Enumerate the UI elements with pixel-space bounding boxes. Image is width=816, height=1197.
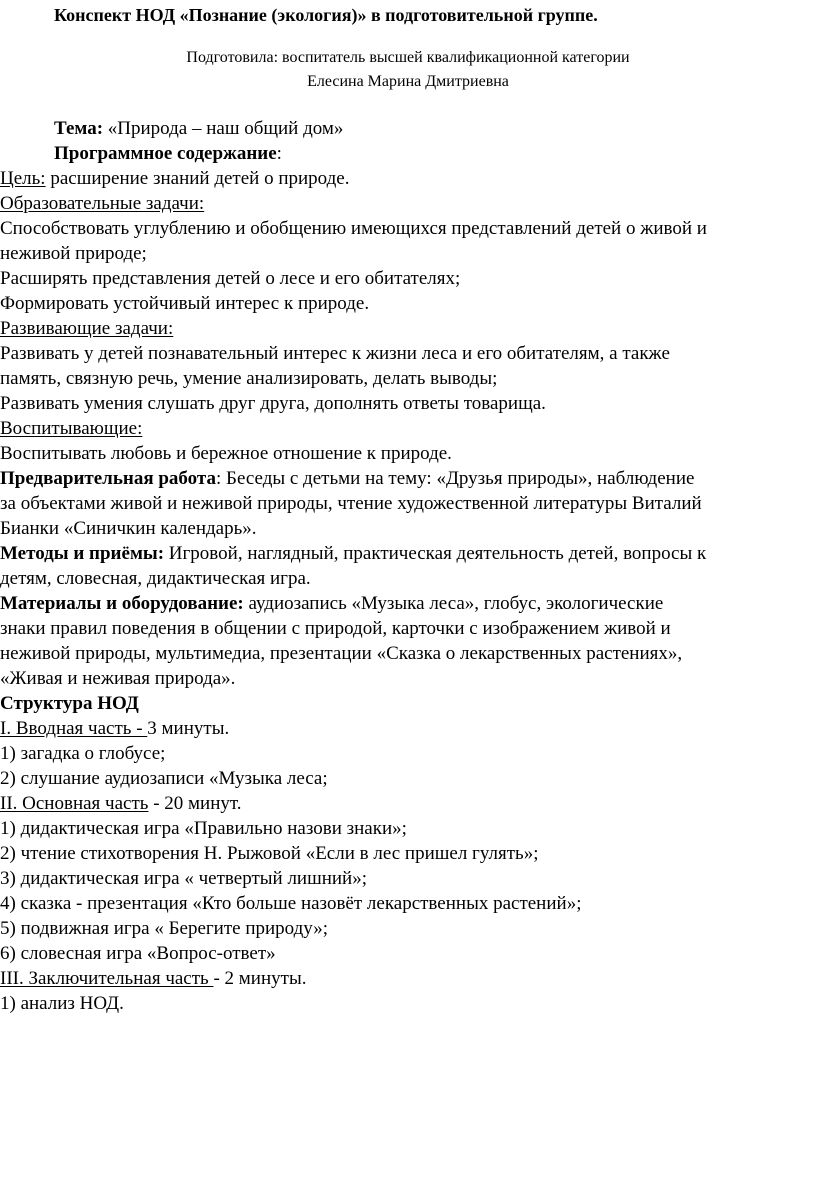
- materials-line: «Живая и неживая природа».: [0, 668, 236, 689]
- edu-task-line: неживой природе;: [0, 243, 147, 264]
- list-item: 4) сказка - презентация «Кто больше назовёт лекарственных растений»;: [0, 893, 582, 914]
- list-item: 2) слушание аудиозаписи «Музыка леса;: [0, 768, 328, 789]
- methods-label: Методы и приёмы:: [0, 543, 165, 564]
- final-part-duration: - 2 минуты.: [213, 968, 307, 989]
- program-heading: [54, 142, 282, 166]
- list-item: 1) дидактическая игра «Правильно назови знаки»;: [0, 818, 407, 839]
- theme-text: «Природа – наш общий дом»: [103, 118, 344, 139]
- intro-part-label: I. Вводная часть -: [0, 718, 148, 739]
- methods-line: [0, 542, 706, 566]
- main-part-duration: - 20 минут.: [148, 793, 242, 814]
- upbringing-heading: Воспитывающие:: [0, 418, 143, 439]
- list-item: 3) дидактическая игра « четвертый лишний»;: [0, 868, 368, 889]
- intro-part-duration: 3 минуты.: [147, 718, 230, 739]
- dev-task-line: Развивать у детей познавательный интерес к жизни леса и его обитателям, а также: [0, 343, 670, 364]
- final-part-label: III. Заключительная часть: [0, 968, 214, 989]
- dev-tasks-heading: Развивающие задачи:: [0, 318, 174, 339]
- theme-line: [54, 117, 343, 141]
- edu-task-line: Способствовать углублению и обобщению имеющихся представлений детей о живой и: [0, 218, 707, 239]
- theme-label: Тема:: [54, 118, 104, 139]
- program-colon: :: [276, 143, 282, 164]
- structure-heading-text: Структура НОД: [0, 693, 139, 714]
- document-title: Конспект НОД «Познание (экология)» в подготовительной группе.: [54, 5, 598, 25]
- upbringing-line: Воспитывать любовь и бережное отношение к природе.: [0, 443, 452, 464]
- edu-task-line: Формировать устойчивый интерес к природе.: [0, 293, 370, 314]
- list-item: 6) словесная игра «Вопрос-ответ»: [0, 943, 276, 964]
- prelim-work-text: : Беседы с детьми на тему: «Друзья природы», наблюдение: [216, 468, 695, 489]
- final-part-line: [0, 967, 306, 991]
- edu-tasks-heading: Образовательные задачи:: [0, 193, 205, 214]
- prelim-work-line: Бианки «Синичкин календарь».: [0, 518, 257, 539]
- goal-label: Цель:: [0, 168, 46, 189]
- program-label: Программное содержание: [54, 143, 277, 164]
- dev-task-line: Развивать умения слушать друг друга, дополнять ответы товарища.: [0, 393, 546, 414]
- list-item: 1) анализ НОД.: [0, 993, 124, 1014]
- list-item: 2) чтение стихотворения Н. Рыжовой «Если в лес пришел гулять»;: [0, 843, 539, 864]
- goal-text: расширение знаний детей о природе.: [45, 168, 350, 189]
- author-name: Елесина Марина Дмитриевна: [307, 73, 509, 90]
- author-position: Подготовила: воспитатель высшей квалификационной категории: [186, 49, 630, 66]
- materials-label: Материалы и оборудование:: [0, 593, 244, 614]
- edu-task-line: Расширять представления детей о лесе и его обитателях;: [0, 268, 461, 289]
- list-item: 5) подвижная игра « Берегите природу»;: [0, 918, 329, 939]
- intro-part-line: [0, 717, 229, 741]
- main-part-line: [0, 792, 242, 816]
- goal-line: [0, 167, 349, 191]
- prelim-work-line: за объектами живой и неживой природы, чтение художественной литературы Виталий: [0, 493, 702, 514]
- structure-heading: [0, 692, 139, 716]
- materials-text: аудиозапись «Музыка леса», глобус, экологические: [243, 593, 664, 614]
- materials-line: неживой природы, мультимедиа, презентации «Сказка о лекарственных растениях»,: [0, 643, 683, 664]
- materials-line: знаки правил поведения в общении с природой, карточки с изображением живой и: [0, 618, 671, 639]
- methods-line: детям, словесная, дидактическая игра.: [0, 568, 311, 589]
- materials-line: [0, 592, 663, 616]
- methods-text: Игровой, наглядный, практическая деятельность детей, вопросы к: [164, 543, 707, 564]
- prelim-work-line: [0, 467, 694, 491]
- dev-task-line: память, связную речь, умение анализировать, делать выводы;: [0, 368, 498, 389]
- prelim-work-label: Предварительная работа: [0, 468, 216, 489]
- main-part-label: II. Основная часть: [0, 793, 149, 814]
- list-item: 1) загадка о глобусе;: [0, 743, 166, 764]
